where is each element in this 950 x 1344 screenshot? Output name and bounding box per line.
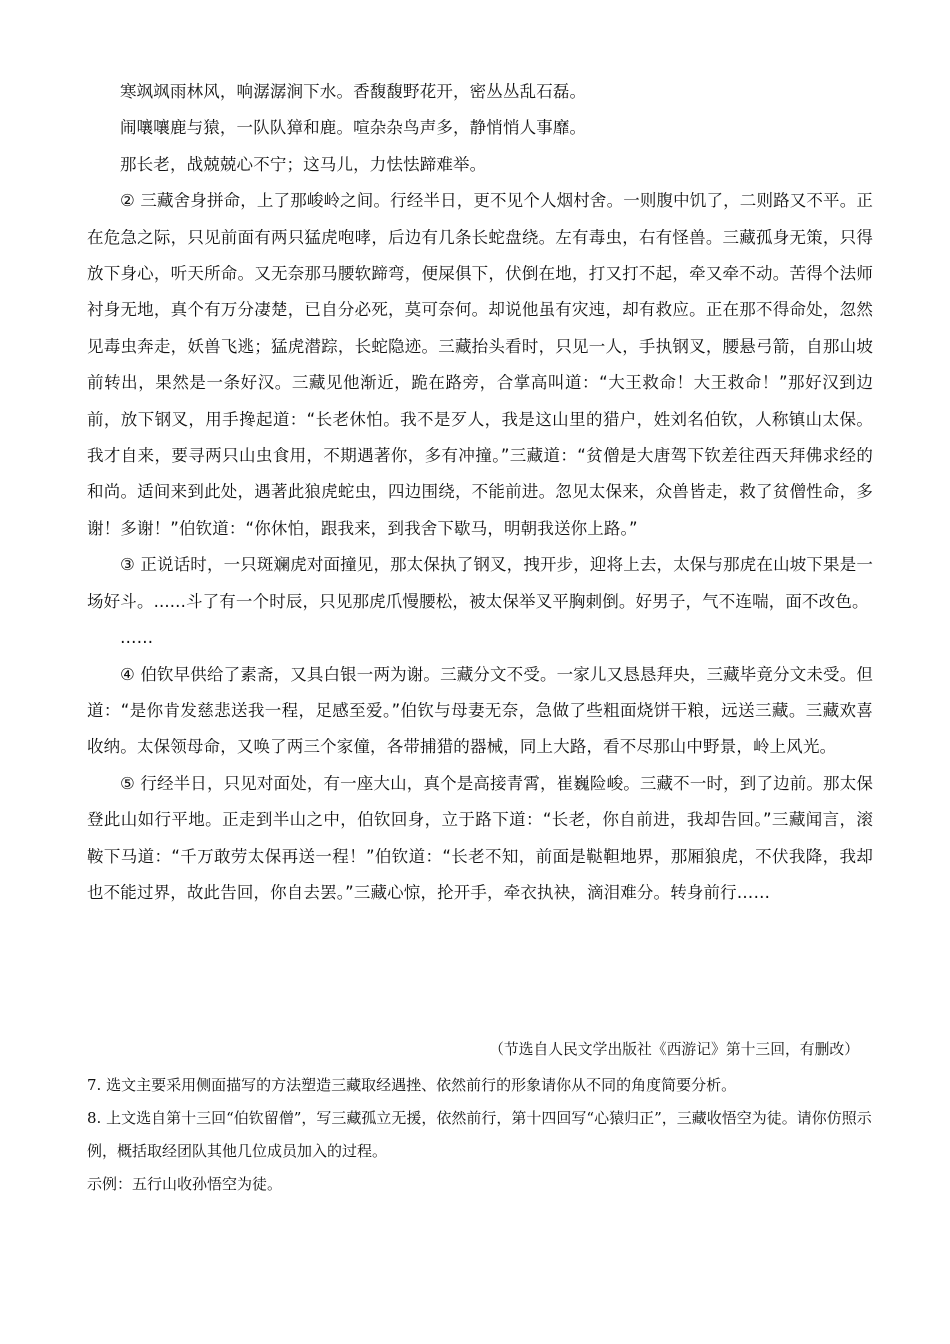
paragraph-3: ③ 正说话时，一只斑斓虎对面撞见，那太保执了钢叉，拽开步，迎将上去，太保与那虎在山坡下果是一场好斗。......斗了有一个时辰，只见那虎爪慢腰松，被太保举叉平胸刺倒。好男子，气不连喘，面不改色。 — [87, 555, 873, 611]
omission-ellipsis: …… — [120, 628, 154, 648]
paragraph-5: ⑤ 行经半日，只见对面处，有一座大山，真个是高接青霄，崔巍险峻。三藏不一时，到了边前。那太保登此山如行平地。正走到半山之中，伯钦回身，立于路下道：“长老，你自前进，我却告回。”三藏闻言，滚鞍下马道：“千万敢劳太保再送一程！”伯钦道：“长老不知，前面是鞑靼地界，那厢狼虎，不伏我降，我却也不能过界，故此告回，你自去罢。”三藏心惊，抡开手，牵衣执袂，滴泪难分。转身前行…… — [87, 773, 873, 902]
question-8-example: 示例：五行山收孙悟空为徒。 — [87, 1175, 283, 1193]
question-8: 8. 上文选自第十三回“伯钦留僧”，写三藏孤立无援，依然前行，第十四回写“心猿归正”，三藏收悟空为徒。请你仿照示例，概括取经团队其他几位成员加入的过程。 — [87, 1109, 872, 1160]
poem-line-1: 寒飒飒雨林风，响潺潺涧下水。香馥馥野花开，密丛丛乱石磊。 — [120, 82, 587, 101]
paragraph-2: ② 三藏舍身拼命，上了那峻岭之间。行经半日，更不见个人烟村舍。一则腹中饥了，二则路又不平。正在危急之际，只见前面有两只猛虎咆哮，后边有几条长蛇盘绕。左有毒虫，右有怪兽。三藏孤身无策，只得放下身心，听天所命。又无奈那马腰软蹄弯，便屎俱下，伏倒在地，打又打不起，牵又牵不动。苦得个法师衬身无地，真个有万分凄楚，已自分必死，莫可奈何。却说他虽有灾迍，却有救应。正在那不得命处，忽然见毒虫奔走，妖兽飞逃；猛虎潜踪，长蛇隐迹。三藏抬头看时，只见一人，手执钢叉，腰悬弓箭，自那山坡前转出，果然是一条好汉。三藏见他渐近，跪在路旁，合掌高叫道：“大王救命！大王救命！”那好汉到边前，放下钢叉，用手搀起道：“长老休怕。我不是歹人，我是这山里的猎户，姓刘名伯钦，人称镇山太保。我才自来，要寻两只山虫食用，不期遇著你，多有冲撞。”三藏道：“贫僧是大唐驾下钦差往西天拜佛求经的和尚。适间来到此处，遇著此狼虎蛇虫，四边围绕，不能前进。忽见太保来，众兽皆走，救了贫僧性命，多谢！多谢！”伯钦道：“你休怕，跟我来，到我舍下歇马，明朝我送你上路。” — [87, 191, 873, 538]
paragraph-4: ④ 伯钦早供给了素斋，又具白银一两为谢。三藏分文不受。一家儿又恳恳拜央，三藏毕竟分文未受。但道：“是你肯发慈悲送我一程，足感至爱。”伯钦与母妻无奈，急做了些粗面烧饼干粮，远送三藏。三藏欢喜收纳。太保领母命，又唤了两三个家僮，各带捕猎的器械，同上大路，看不尽那山中野景，岭上风光。 — [87, 664, 873, 757]
source-citation: （节选自人民文学出版社《西游记》第十三回，有删改） — [489, 1041, 859, 1058]
questions-section — [87, 1069, 873, 1201]
poem-line-3: 那长老，战兢兢心不宁；这马儿，力怯怯蹄难举。 — [120, 154, 487, 174]
question-7: 7. 选文主要采用侧面描写的方法塑造三藏取经遇挫、依然前行的形象请你从不同的角度简要分析。 — [87, 1076, 737, 1094]
passage-body — [87, 74, 873, 911]
poem-line-2: 闹嚷嚷鹿与猿，一队队獐和鹿。喧杂杂鸟声多，静悄悄人事靡。 — [120, 118, 587, 138]
